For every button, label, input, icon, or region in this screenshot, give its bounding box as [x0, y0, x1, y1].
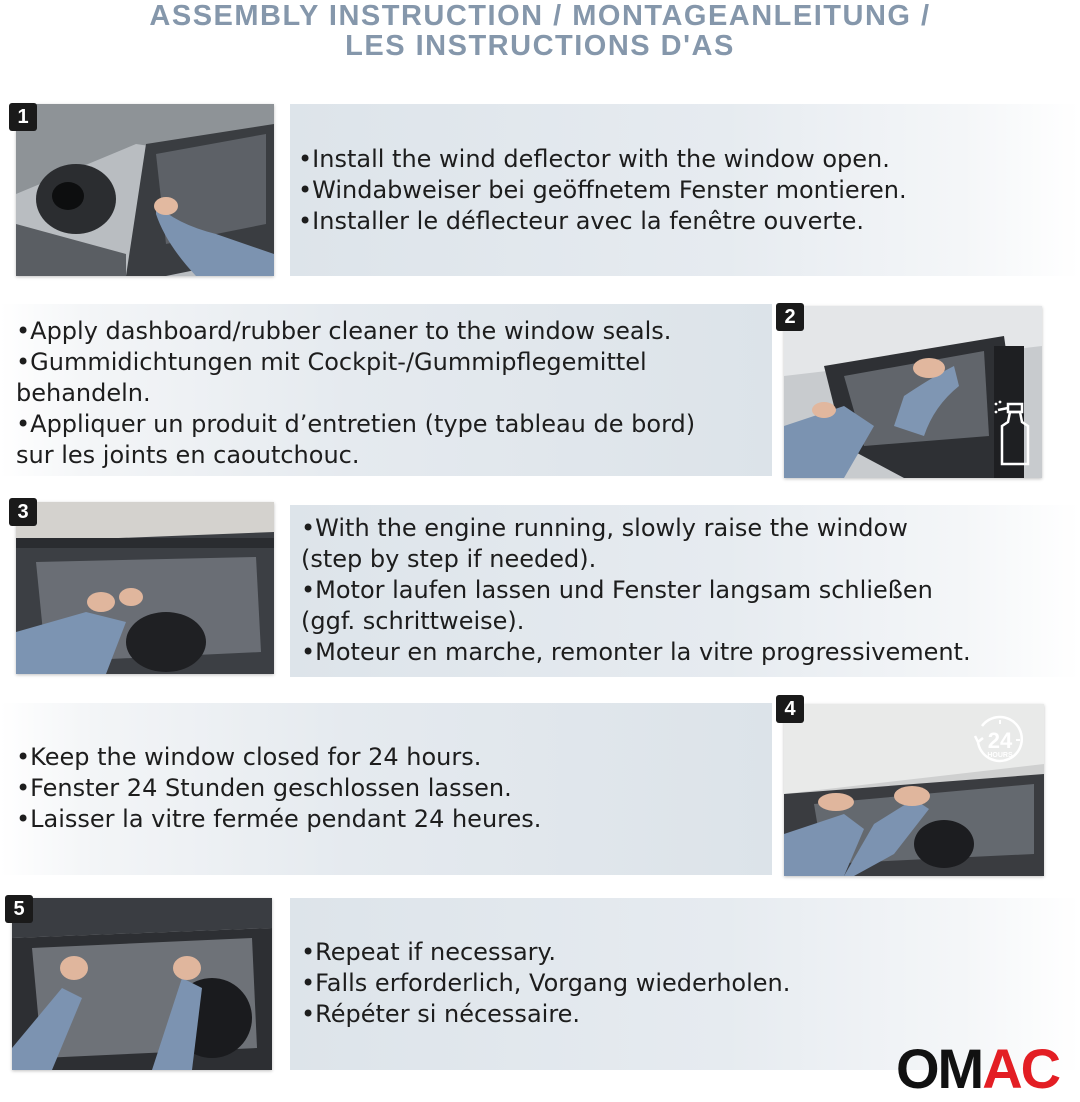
step-4-line-fr: •Laisser la vitre fermée pendant 24 heures. — [16, 805, 542, 833]
page-title-line-1: ASSEMBLY INSTRUCTION / MONTAGEANLEITUNG / — [149, 0, 931, 32]
omac-logo-ac: AC — [982, 1037, 1060, 1100]
clock-24-hours-number: 24 — [987, 728, 1013, 753]
step-1-photo — [16, 104, 274, 276]
step-2-line-fr: •Appliquer un produit d’entretien (type tableau de bord) — [16, 410, 696, 438]
omac-logo-om: OM — [896, 1037, 983, 1100]
step-4-line-de: •Fenster 24 Stunden geschlossen lassen. — [16, 774, 512, 802]
step-3-text — [301, 513, 971, 668]
step-3-line-en-cont: (step by step if needed). — [301, 545, 597, 573]
step-5-number-badge: 5 — [5, 895, 33, 923]
step-5-line-de: •Falls erforderlich, Vorgang wiederholen. — [301, 969, 791, 997]
clock-24-hours-label: HOURS — [987, 752, 1013, 759]
step-5-line-fr: •Répéter si nécessaire. — [301, 1000, 581, 1028]
step-2-line-de-cont: behandeln. — [16, 379, 151, 407]
clock-24-hours-icon — [972, 712, 1028, 768]
step-1-line-fr: •Installer le déflecteur avec la fenêtre ouverte. — [298, 207, 865, 235]
step-2-line-fr-cont: sur les joints en caoutchouc. — [16, 441, 360, 469]
step-2-line-de: •Gummidichtungen mit Cockpit-/Gummipflegemittel — [16, 348, 647, 376]
step-2-text — [16, 316, 695, 471]
step-1-line-en: •Install the wind deflector with the window open. — [298, 145, 890, 173]
step-5-text — [301, 937, 790, 1030]
page-title-line-2: LES INSTRUCTIONS D'AS — [345, 30, 735, 62]
spray-bottle-icon — [994, 398, 1038, 468]
step-2-number-badge: 2 — [776, 303, 804, 331]
step-1-line-de: •Windabweiser bei geöffnetem Fenster montieren. — [298, 176, 907, 204]
step-3-line-de: •Motor laufen lassen und Fenster langsam schließen — [301, 576, 933, 604]
step-4-line-en: •Keep the window closed for 24 hours. — [16, 743, 482, 771]
step-3-number-badge: 3 — [9, 498, 37, 526]
step-4-text — [16, 742, 541, 835]
step-3-line-de-cont: (ggf. schrittweise). — [301, 607, 525, 635]
omac-logo — [896, 1037, 1076, 1100]
step-1-text — [298, 144, 907, 237]
step-3-line-en: •With the engine running, slowly raise the window — [301, 514, 908, 542]
step-1-number-badge: 1 — [9, 103, 37, 131]
step-2-line-en: •Apply dashboard/rubber cleaner to the window seals. — [16, 317, 672, 345]
step-5-line-en: •Repeat if necessary. — [301, 938, 556, 966]
step-3-photo — [16, 502, 274, 674]
step-5-photo — [12, 898, 272, 1070]
step-4-number-badge: 4 — [776, 695, 804, 723]
step-3-line-fr: •Moteur en marche, remonter la vitre progressivement. — [301, 638, 971, 666]
